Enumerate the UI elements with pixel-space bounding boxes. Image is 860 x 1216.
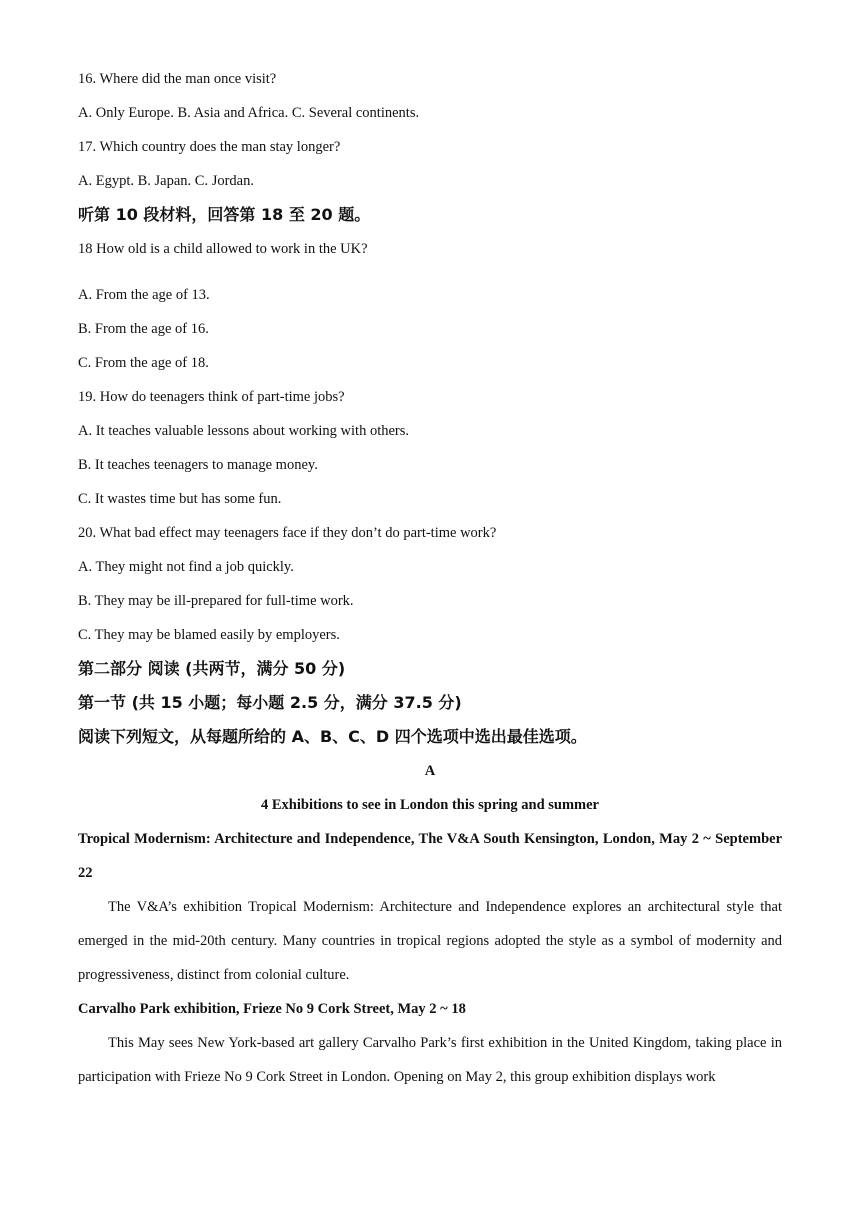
reading-instructions: 阅读下列短文，从每题所给的 A、B、C、D 四个选项中选出最佳选项。 — [78, 727, 587, 746]
exhibit-1-body: The V&A’s exhibition Tropical Modernism: Architecture and Independence explores an architectural style that emerged in the mid-20th century. Many countries in tropical regions adopted the style as a symbol of modernity and progressiveness, distinct from colonial culture. — [78, 899, 782, 983]
exhibit-2-heading: Carvalho Park exhibition, Frieze No 9 Cork Street, May 2 ~ 18 — [78, 1001, 466, 1017]
question-19: 19. How do teenagers think of part-time jobs? — [78, 389, 345, 405]
question-16: 16. Where did the man once visit? — [78, 71, 277, 87]
question-16-options: A. Only Europe. B. Asia and Africa. C. Several continents. — [78, 105, 420, 121]
exhibit-2-body: This May sees New York-based art gallery Carvalho Park’s first exhibition in the United Kingdom, taking place in participation with Frieze No 9 Cork Street in London. Opening on May 2, this group exhibition displays work — [78, 1035, 782, 1085]
document-page — [78, 70, 782, 1094]
question-18-option-c: C. From the age of 18. — [78, 355, 209, 371]
section-1-heading: 第一节 (共 15 小题；每小题 2.5 分，满分 37.5 分) — [78, 693, 462, 712]
question-19-option-c: C. It wastes time but has some fun. — [78, 491, 282, 507]
question-20-option-c: C. They may be blamed easily by employers. — [78, 627, 340, 643]
question-18: 18 How old is a child allowed to work in the UK? — [78, 241, 368, 257]
exhibit-1-heading: Tropical Modernism: Architecture and Independence, The V&A South Kensington, London, May 2 ~ September 22 — [78, 831, 782, 881]
question-17-options: A. Egypt. B. Japan. C. Jordan. — [78, 173, 254, 189]
passage-letter: A — [424, 763, 436, 779]
question-20-option-a: A. They might not find a job quickly. — [78, 559, 294, 575]
question-18-option-b: B. From the age of 16. — [78, 321, 209, 337]
question-20-option-b: B. They may be ill-prepared for full-time work. — [78, 593, 354, 609]
question-20: 20. What bad effect may teenagers face if they don’t do part-time work? — [78, 525, 497, 541]
section-10-heading: 听第 10 段材料，回答第 18 至 20 题。 — [78, 205, 371, 224]
question-18-option-a: A. From the age of 13. — [78, 287, 210, 303]
part-2-heading: 第二部分 阅读 (共两节，满分 50 分) — [78, 659, 346, 678]
question-17: 17. Which country does the man stay longer? — [78, 139, 341, 155]
question-19-option-a: A. It teaches valuable lessons about working with others. — [78, 423, 410, 439]
question-19-option-b: B. It teaches teenagers to manage money. — [78, 457, 318, 473]
passage-title: 4 Exhibitions to see in London this spring and summer — [260, 797, 599, 813]
